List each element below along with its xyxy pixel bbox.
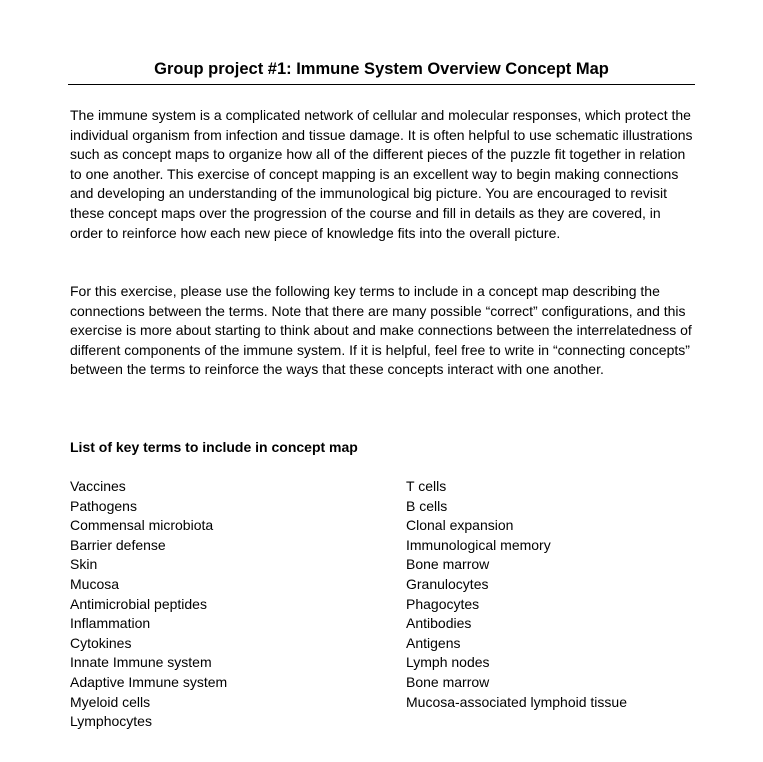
key-term: Vaccines <box>70 478 126 494</box>
key-term: Cytokines <box>70 634 132 651</box>
key-term: Bone marrow <box>406 673 490 690</box>
key-terms-list-right <box>406 477 627 712</box>
key-term: Granulocytes <box>406 575 489 592</box>
key-terms-heading: List of key terms to include in concept map <box>70 439 358 455</box>
title-underline <box>68 84 695 85</box>
key-term: B cells <box>406 497 448 514</box>
instructions-paragraph: For this exercise, please use the following key terms to include in a concept map describing the connections between the terms. Note that there are many possible “correct” configurations, and this exercise is more about starting to think about and make connections between the interrelatedness of different components of the immune system. If it is helpful, feel free to write in “connecting concepts” between the terms to reinforce the ways that these concepts interact with one another. <box>70 283 692 378</box>
key-term: Antibodies <box>406 615 472 632</box>
key-term: Lymphocytes <box>70 713 152 730</box>
key-term: Myeloid cells <box>70 693 151 710</box>
key-term: Mucosa <box>70 575 120 592</box>
intro-paragraph: The immune system is a complicated network of cellular and molecular responses, which protect the individual organism from infection and tissue damage. It is often helpful to use schematic illustrations such as concept maps to organize how all of the different pieces of the puzzle fit together in relation to one another. This exercise of concept mapping is an excellent way to begin making connections and developing an understanding of the immunological big picture. You are encouraged to revisit these concept maps over the progression of the course and fill in details as they are covered, in order to reinforce how each new piece of knowledge fits into the overall picture. <box>70 107 693 241</box>
key-term: Inflammation <box>70 615 151 632</box>
key-term: Mucosa-associated lymphoid tissue <box>406 693 627 710</box>
key-term: T cells <box>406 478 447 494</box>
key-term: Lymph nodes <box>406 654 490 671</box>
key-term: Phagocytes <box>406 595 480 612</box>
key-term: Bone marrow <box>406 556 490 573</box>
key-term: Clonal expansion <box>406 517 514 534</box>
page-title: Group project #1: Immune System Overview Concept Map <box>154 60 609 78</box>
key-term: Antimicrobial peptides <box>70 595 207 612</box>
key-term: Barrier defense <box>70 536 166 553</box>
key-term: Pathogens <box>70 497 137 514</box>
key-term: Adaptive Immune system <box>70 673 228 690</box>
key-terms-list-left <box>70 477 227 732</box>
key-term: Immunological memory <box>406 536 551 553</box>
key-term: Commensal microbiota <box>70 517 214 534</box>
key-term: Antigens <box>406 634 461 651</box>
key-term: Skin <box>70 556 98 573</box>
key-term: Innate Immune system <box>70 654 212 671</box>
